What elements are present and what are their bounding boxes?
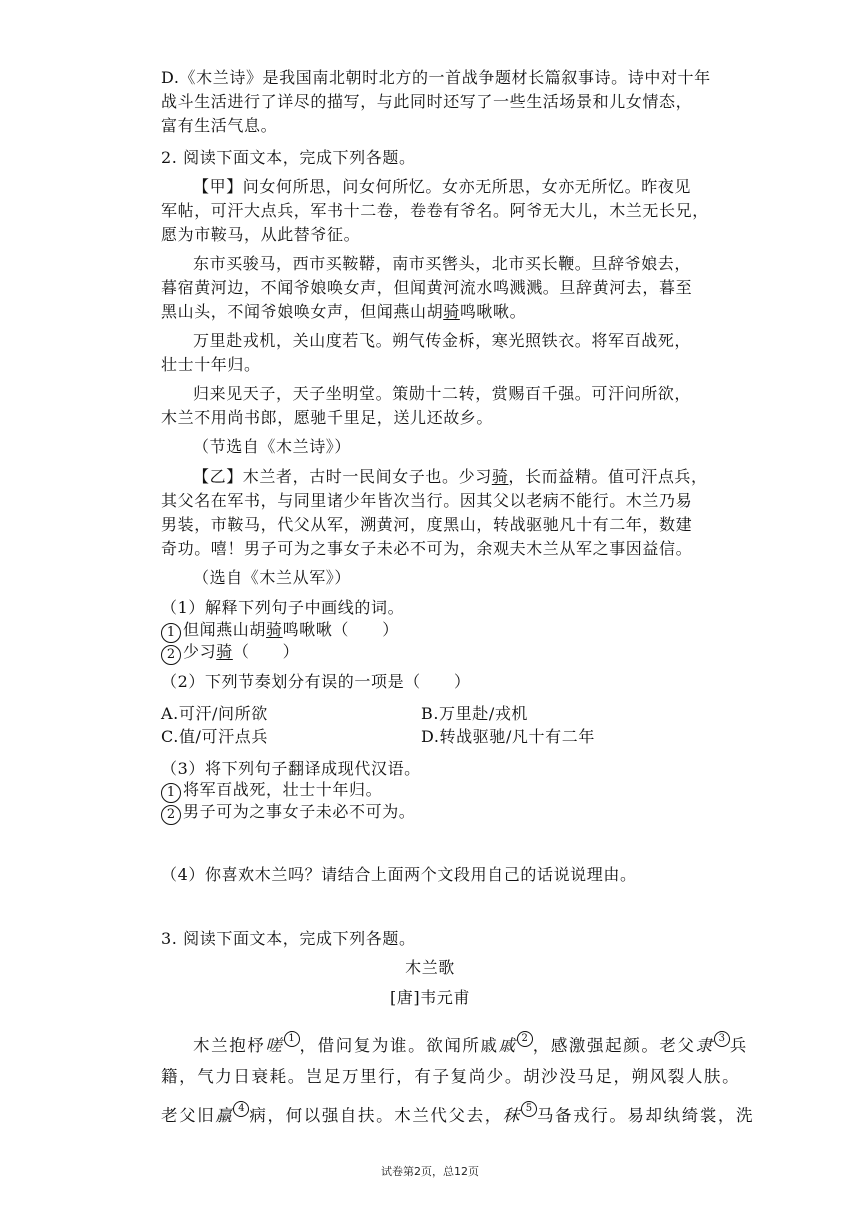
q2-jia-underlined-word: 骑 bbox=[443, 302, 460, 321]
q2-sub2-option-b: B.万里赴/戎机 bbox=[421, 704, 529, 723]
circled-number: 1 bbox=[161, 623, 181, 643]
poem-line-1 bbox=[193, 1033, 748, 1057]
annotated-word: 戚 bbox=[498, 1036, 517, 1055]
q1-option-d-line-3: 富有生活气息。 bbox=[161, 116, 278, 135]
q2-yi-line-1-text: 【乙】木兰者，古时一民间女子也。少习 bbox=[193, 467, 492, 486]
q2-jia-line-6-text: 黑山头，不闻爷娘唤女声，但闻燕山胡 bbox=[161, 302, 444, 321]
q2-sub2-option-d: D.转战驱驰/凡十有二年 bbox=[421, 727, 595, 746]
q2-sub1-item-1-pre: 但闻燕山胡 bbox=[183, 620, 267, 639]
poem-text: 兵 bbox=[729, 1036, 748, 1055]
q2-sub3-item-2-text: 男子可为之事女子未必不可为。 bbox=[183, 802, 416, 821]
q2-jia-line-8: 壮士十年归。 bbox=[161, 355, 261, 374]
circled-number: 2 bbox=[161, 645, 181, 665]
q2-jia-line-10: 木兰不用尚书郎，愿驰千里足，送儿还故乡。 bbox=[161, 408, 494, 427]
q2-jia-line-3: 愿为市鞍马，从此替爷征。 bbox=[161, 225, 361, 244]
poem-text: 病，何以强自扶。木兰代父去， bbox=[249, 1106, 503, 1125]
q2-sub1-item-2-pre: 少习 bbox=[183, 642, 217, 661]
q2-sub2-option-a: A.可汗/问所欲 bbox=[161, 704, 268, 723]
poem-text: ，感激强起颜。老父 bbox=[532, 1036, 696, 1055]
q2-sub1-prompt: （1）解释下列句子中画线的词。 bbox=[161, 598, 405, 617]
footnote-marker: 2 bbox=[517, 1031, 533, 1047]
q2-sub3-item-2 bbox=[161, 802, 415, 825]
q2-sub1-item-1-word: 骑 bbox=[266, 620, 283, 639]
q2-yi-source: （选自《木兰从军》） bbox=[193, 568, 352, 587]
q2-yi-line-1 bbox=[193, 467, 708, 487]
q2-sub2-option-c: C.值/可汗点兵 bbox=[161, 727, 268, 746]
page-footer: 试卷第2页，总12页 bbox=[381, 1165, 479, 1178]
poem-title: 木兰歌 bbox=[405, 958, 455, 977]
circled-number: 1 bbox=[161, 783, 181, 803]
q2-jia-line-9: 归来见天子，天子坐明堂。策勋十二转，赏赐百千强。可汗问所欲， bbox=[193, 384, 692, 403]
q2-sub1-item-2-post: （ ） bbox=[232, 642, 300, 661]
poem-text: 木兰抱杼 bbox=[193, 1036, 266, 1055]
q2-sub1-item-1-post: 鸣啾啾（ ） bbox=[282, 620, 399, 639]
q2-sub2-prompt: （2）下列节奏划分有误的一项是（ ） bbox=[161, 672, 471, 691]
annotated-word: 秣 bbox=[502, 1106, 521, 1125]
q2-yi-underlined-word: 骑 bbox=[491, 467, 509, 486]
q2-jia-line-4: 东市买骏马，西市买鞍鞯，南市买辔头，北市买长鞭。旦辞爷娘去， bbox=[193, 254, 692, 273]
footnote-marker: 4 bbox=[233, 1101, 249, 1117]
q2-jia-line-7: 万里赴戎机，关山度若飞。朔气传金柝，寒光照铁衣。将军百战死， bbox=[193, 331, 692, 350]
q2-sub1-item-2 bbox=[161, 642, 299, 665]
q2-jia-line-1: 【甲】问女何所思，问女何所忆。女亦无所思，女亦无所忆。昨夜见 bbox=[193, 177, 692, 196]
q1-option-d-line-1: D.《木兰诗》是我国南北朝时北方的一首战争题材长篇叙事诗。诗中对十年 bbox=[161, 68, 711, 87]
annotated-word: 嗟 bbox=[265, 1036, 284, 1055]
q1-option-d-line-2: 战斗生活进行了详尽的描写，与此同时还写了一些生活场景和儿女情态， bbox=[161, 92, 693, 111]
q2-heading: 2. 阅读下面文本，完成下列各题。 bbox=[161, 148, 416, 167]
q2-jia-source: （节选自《木兰诗》） bbox=[193, 437, 352, 456]
circled-number: 2 bbox=[161, 805, 181, 825]
poem-text: 老父旧 bbox=[161, 1106, 216, 1125]
q2-jia-line-6-end: 鸣啾啾。 bbox=[459, 302, 527, 321]
footnote-marker: 1 bbox=[284, 1031, 300, 1047]
q2-sub4-prompt: （4）你喜欢木兰吗？请结合上面两个文段用自己的话说说理由。 bbox=[161, 865, 637, 884]
q2-yi-line-3: 男装，市鞍马，代父从军，溯黄河，度黑山，转战驱驰凡十有二年，数建 bbox=[161, 515, 693, 534]
poem-text: 马备戎行。易却纨绮裳，洗 bbox=[536, 1106, 755, 1125]
q2-yi-line-1-end: ，长而益精。值可汗点兵， bbox=[508, 467, 708, 486]
q2-jia-line-2: 军帖，可汗大点兵，军书十二卷，卷卷有爷名。阿爷无大儿，木兰无长兄， bbox=[161, 201, 709, 220]
q2-sub1-item-1 bbox=[161, 620, 399, 643]
footnote-marker: 3 bbox=[714, 1031, 730, 1047]
q2-jia-line-6 bbox=[161, 302, 526, 322]
q3-heading: 3. 阅读下面文本，完成下列各题。 bbox=[161, 929, 416, 948]
q2-sub3-prompt: （3）将下列句子翻译成现代汉语。 bbox=[161, 759, 421, 778]
q2-sub3-item-1 bbox=[161, 780, 382, 803]
poem-text: ，借问复为谁。欲闻所戚 bbox=[299, 1036, 499, 1055]
annotated-word: 隶 bbox=[695, 1036, 714, 1055]
q2-jia-line-5: 暮宿黄河边，不闻爷娘唤女声，但闻黄河流水鸣溅溅。旦辞黄河去，暮至 bbox=[161, 278, 693, 297]
q2-yi-line-4: 奇功。嘻！男子可为之事女子未必不可为，余观夫木兰从军之事因益信。 bbox=[161, 539, 693, 558]
poem-line-2: 籍，气力日衰耗。岂足万里行，有子复尚少。胡沙没马足，朔风裂人肤。 bbox=[161, 1067, 741, 1086]
annotated-word: 羸 bbox=[215, 1106, 234, 1125]
q2-sub3-item-1-text: 将军百战死，壮士十年归。 bbox=[183, 780, 383, 799]
poem-author: [唐]韦元甫 bbox=[389, 988, 471, 1007]
footnote-marker: 5 bbox=[521, 1101, 537, 1117]
q2-sub1-item-2-word: 骑 bbox=[216, 642, 233, 661]
q2-yi-line-2: 其父名在军书，与同里诸少年皆次当行。因其父以老病不能行。木兰乃易 bbox=[161, 491, 693, 510]
poem-line-3 bbox=[161, 1103, 755, 1127]
